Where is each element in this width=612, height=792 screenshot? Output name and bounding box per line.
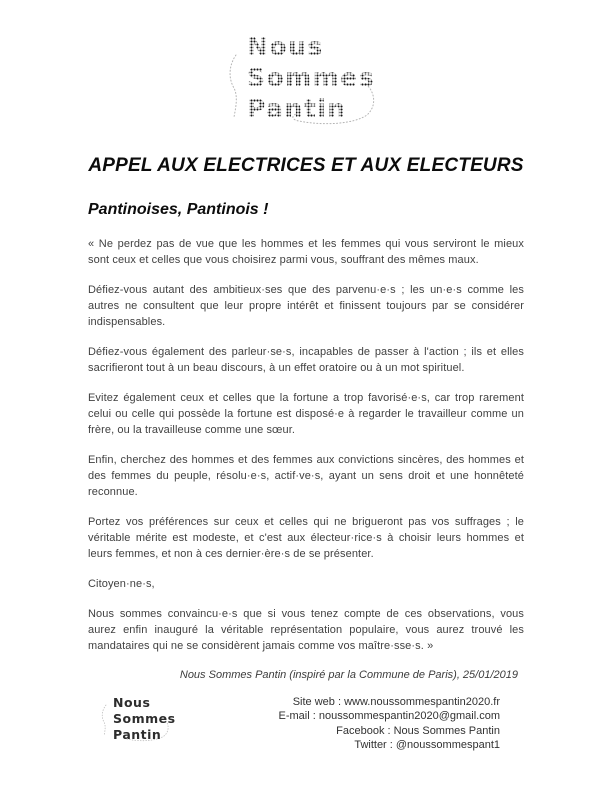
header-logo [228, 28, 393, 138]
logo-word-sommes: Sommes [247, 63, 376, 92]
logo-word-nous: Nous [113, 695, 151, 710]
letter-body [88, 236, 524, 668]
twitter-line: Twitter : @noussommespant1 [354, 739, 500, 752]
page-subtitle: Pantinoises, Pantinois ! [88, 201, 269, 218]
footer-logo-text [113, 695, 176, 743]
paragraph-8: Nous sommes convaincu·e·s que si vous tenez compte de ces observations, vous aurez enfin inauguré la véritable représentation populaire, vous aurez trouvé les mandataires qui ne se considèrent jamais comme vos maître·sse·s. » [88, 608, 524, 652]
logo-word-pantin: Pantin [247, 93, 375, 124]
paragraph-1: « Ne perdez pas de vue que les hommes et les femmes qui vous serviront le mieux sont ceux et celles que vous choisirez parmi vous, souffrant des mêmes maux. [88, 238, 524, 266]
logo-word-nous: Nous [247, 31, 375, 62]
paragraph-2: Défiez-vous autant des ambitieux·ses que des parvenu·e·s ; les un·e·s comme les autres ne consultent que leur propre intérêt et finissent toujours par se considérer indispensables. [88, 284, 524, 328]
logo-word-sommes: Sommes [113, 711, 176, 726]
facebook-line: Facebook : Nous Sommes Pantin [336, 724, 500, 737]
paragraph-4: Evitez également ceux et celles que la fortune a trop favorisé·e·s, car trop rarement celui ou celle qui possède la fortune est disposé·e à regarder le travailleur comme un frère, ou la travailleuse comme une sœur. [88, 392, 524, 436]
website-line: Site web : www.noussommespantin2020.fr [292, 696, 500, 708]
email-line: E-mail : noussommespantin2020@gmail.com [278, 710, 500, 723]
paragraph-3: Défiez-vous également des parleur·se·s, incapables de passer à l'action ; ils et elles sacrifieront tout à un beau discours, à un effet oratoire ou à un mot spirituel. [88, 346, 524, 374]
signature-line: Nous Sommes Pantin (inspiré par la Commune de Paris), 25/01/2019 [179, 669, 518, 681]
contact-block [279, 695, 500, 753]
paragraph-5: Enfin, cherchez des hommes et des femmes aux convictions sincères, des hommes et des femmes du peuple, résolu·e·s, actif·ve·s, ayant un sens droit et une honnêteté reconnue. [88, 454, 524, 498]
header-logo-text [247, 31, 375, 124]
footer-logo [100, 692, 192, 756]
paragraph-6: Portez vos préférences sur ceux et celles qui ne brigueront pas vos suffrages ; le véritable mérite est modeste, et c'est aux électeur·rice·s à choisir leurs hommes et leurs femmes, et non à ces dernier·ère·s de se présenter. [88, 516, 524, 560]
logo-word-pantin: Pantin [113, 727, 162, 742]
paragraph-7: Citoyen·ne·s, [88, 578, 155, 590]
page-title: APPEL AUX ELECTRICES ET AUX ELECTEURS [88, 155, 524, 176]
